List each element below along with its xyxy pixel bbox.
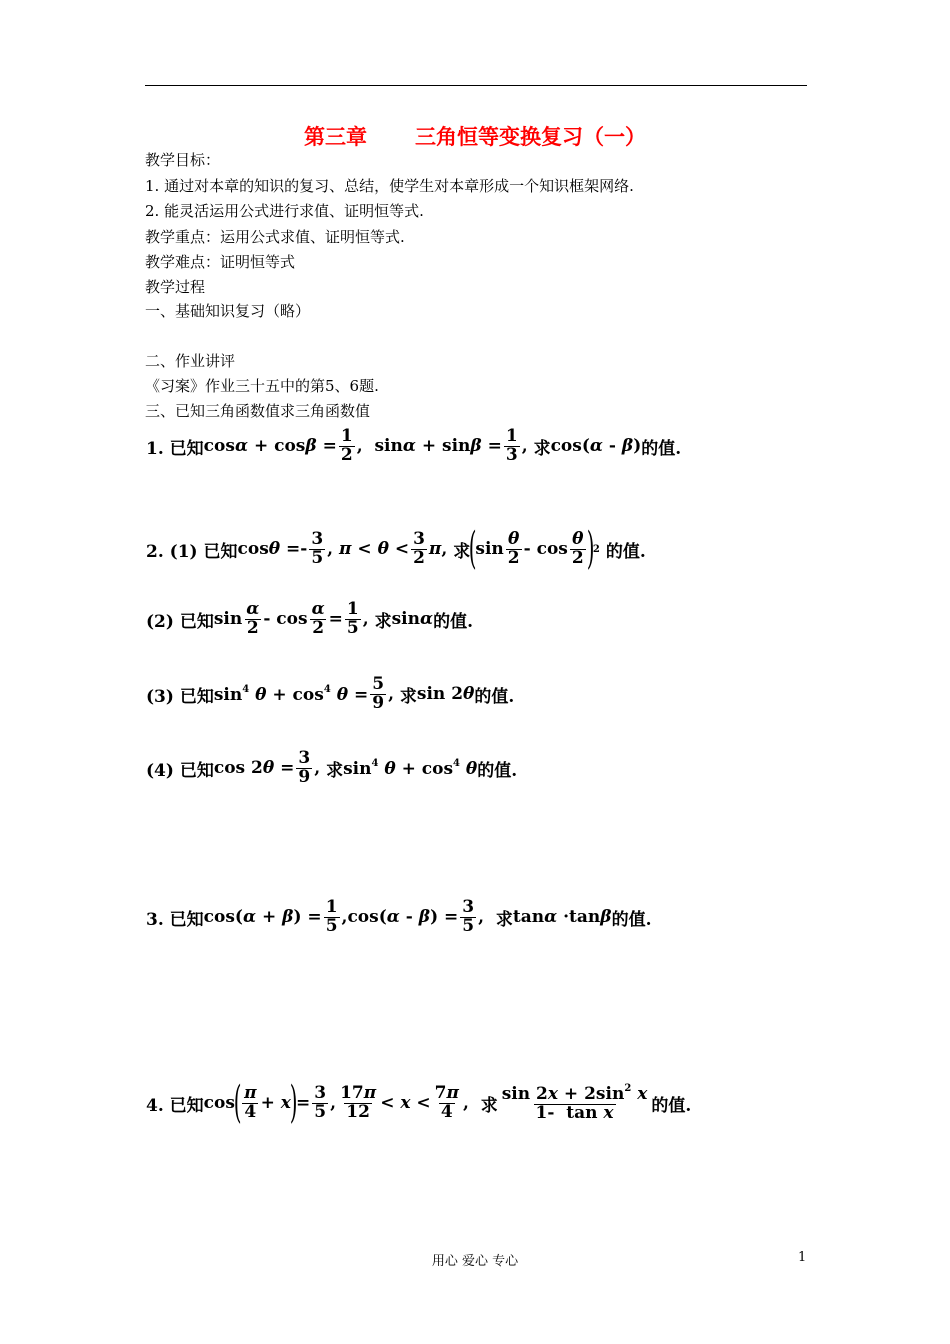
- problem-1: 1. 已知 cosα + cosβ = $\frac{1}{2}$ , sinα + sinβ = $\frac{1}{3}$ , 求 cos(α - β) 的值.: [146, 426, 682, 465]
- problem-label: 3. 已知: [146, 909, 204, 930]
- problem-label: 4. 已知: [146, 1095, 204, 1116]
- key-points: 教学重点：运用公式求值、证明恒等式.: [145, 228, 405, 246]
- problem-tail: 的值.: [477, 760, 518, 781]
- section-2: 二、作业讲评: [145, 352, 236, 370]
- problem-ask: 求: [480, 1095, 498, 1116]
- problem-4: 4. 已知 cos ( $\frac{\pi}{4}$ + x ) = $\frac{3}{5}$ , $\frac{17\pi}{12}$ < x < $\frac{7\pi}{4}$ , 求 $\frac{\sin 2x + 2\sin^2 x}{\text{1- tan x}}$ 的值.: [146, 1077, 692, 1128]
- title-topic: 三角恒等变换复习（一）: [415, 125, 646, 149]
- problem-tail: 的值.: [641, 438, 682, 459]
- problem-ask: 求: [326, 760, 344, 781]
- problem-label: (2) 已知: [146, 611, 214, 632]
- problem-3: 3. 已知 cos(α + β) = $\frac{1}{5}$ ,cos(α - β) = $\frac{3}{5}$ , 求 tanα ·tanβ 的值.: [146, 897, 652, 936]
- problem-ask: 求: [495, 909, 513, 930]
- problem-ask: 求: [533, 438, 551, 459]
- problem-ask: 求: [374, 611, 392, 632]
- objectives-heading: 教学目标：: [145, 151, 221, 169]
- page-title: [0, 121, 950, 151]
- problem-2-4: (4) 已知 cos 2θ = $\frac{3}{9}$ , 求 $\sin^4 \theta + \cos^4 \theta$ 的值.: [146, 748, 518, 787]
- problem-2-2: (2) 已知 sin $\frac{\alpha}{2}$ - cos $\frac{\alpha}{2}$ = $\frac{1}{5}$ , 求 sinα 的值.: [146, 599, 474, 638]
- problem-2-3: (3) 已知 $\sin^4 \theta + \cos^4 \theta$ = $\frac{5}{9}$ , 求 sin 2θ 的值.: [146, 674, 515, 713]
- objective-1: 1. 通过对本章的知识的复习、总结，使学生对本章形成一个知识框架网络.: [145, 177, 634, 195]
- homework-ref: 《习案》作业三十五中的第5、6题.: [145, 377, 379, 395]
- difficulties: 教学难点：证明恒等式: [145, 253, 296, 271]
- problem-label: (3) 已知: [146, 686, 214, 707]
- problem-ask: 求: [453, 541, 471, 562]
- problem-2-1: 2. (1) 已知 cosθ =- $\frac{3}{5}$ , π < θ < $\frac{3}{2}$ π, 求 ( sin $\frac{\theta}{2}$ - cos $\frac{\theta}{2}$ ) 2 的值.: [146, 523, 646, 574]
- problem-tail: 的值.: [605, 541, 646, 562]
- page-footer: 用心 爱心 专心: [431, 1254, 519, 1269]
- title-chapter: 第三章: [304, 125, 367, 149]
- problem-tail: 的值.: [474, 686, 515, 707]
- problem-tail: 的值.: [651, 1095, 692, 1116]
- page-number: 1: [798, 1250, 807, 1265]
- problem-ask: 求: [399, 686, 417, 707]
- section-1: 一、基础知识复习（略）: [145, 302, 311, 320]
- section-3: 三、已知三角函数值求三角函数值: [145, 402, 371, 420]
- problem-label: 2. (1) 已知: [146, 541, 238, 562]
- problem-label: (4) 已知: [146, 760, 214, 781]
- header-rule: [145, 85, 807, 86]
- problem-label: 1. 已知: [146, 438, 204, 459]
- process-heading: 教学过程: [145, 278, 206, 296]
- problem-tail: 的值.: [611, 909, 652, 930]
- objective-2: 2. 能灵活运用公式进行求值、证明恒等式.: [145, 202, 424, 220]
- problem-tail: 的值.: [433, 611, 474, 632]
